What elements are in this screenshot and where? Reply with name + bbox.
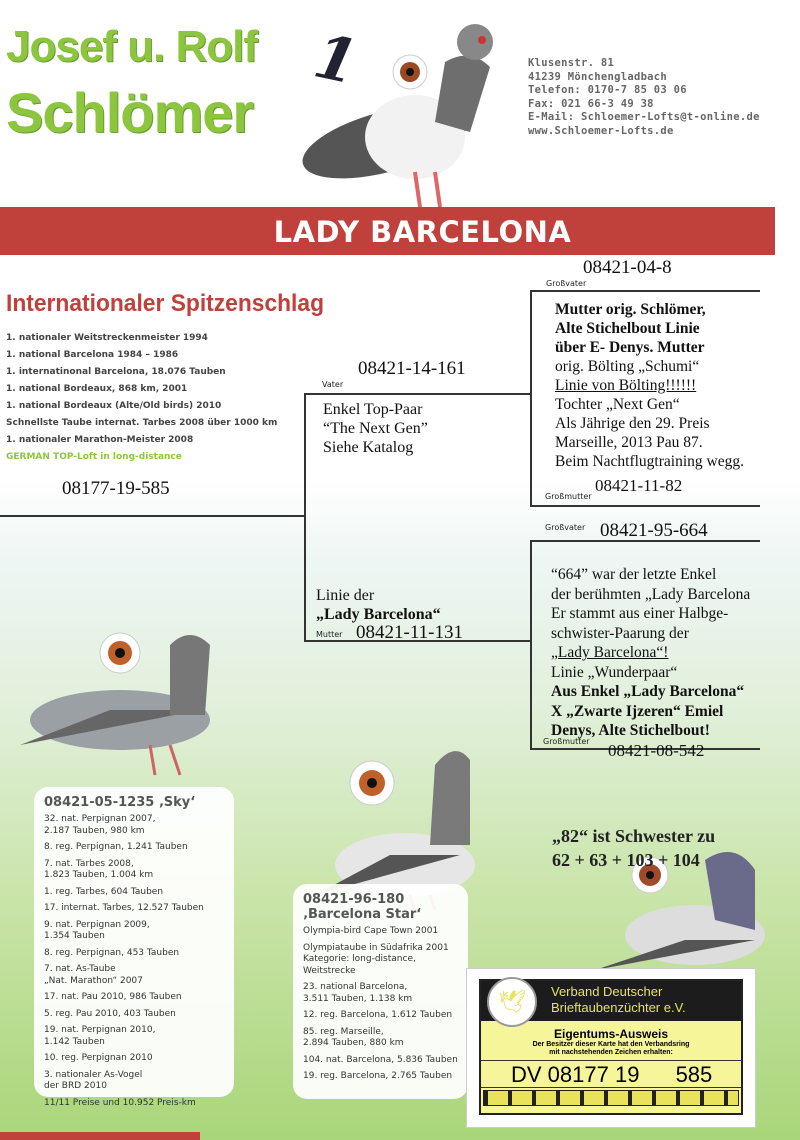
ring-pattern-strip <box>483 1090 739 1106</box>
result-item: 11/11 Preise und 10.952 Preis-km <box>44 1097 196 1108</box>
fm-note: über E- Denys. Mutter <box>555 339 705 356</box>
fm-notes <box>555 300 744 471</box>
achievements-list <box>6 330 277 466</box>
achievement-item: 1. internatinonal Barcelona, 18.076 Tauben <box>6 367 226 377</box>
ring-number: 585 <box>675 1062 713 1087</box>
pigeon-photo-sky <box>10 615 215 785</box>
father-notes <box>323 400 428 457</box>
pedigree-line-mother-parents <box>530 540 532 749</box>
father-label: Vater <box>322 380 344 389</box>
ff-ring: 08421-04-8 <box>583 257 672 278</box>
achievements-heading: Internationaler Spitzenschlag <box>6 290 324 317</box>
mm-note: “664” war der letzte Enkel <box>551 566 717 583</box>
result-item: 10. reg. Perpignan 2010 <box>44 1053 153 1063</box>
card-sky <box>34 787 234 1108</box>
achievement-item: 1. national Barcelona 1984 – 1986 <box>6 350 179 360</box>
fm-note: Marseille, 2013 Pau 87. <box>555 434 703 451</box>
result-item: Olympiataube in Südafrika 2001 Kategorie: long-distance, Weitstrecke <box>303 942 449 976</box>
mother-ring: 08421-11-131 <box>356 622 463 643</box>
mother-label: Mutter <box>316 630 343 639</box>
handwritten-mark: 1 <box>308 21 364 99</box>
achievement-item: 1. nationaler Weitstreckenmeister 1994 <box>6 333 208 343</box>
achievements-tagline: GERMAN TOP-Loft in long-distance <box>6 452 182 462</box>
mf-ring: 08421-95-664 <box>600 520 708 541</box>
mm-notes <box>551 565 750 741</box>
result-item: 3. nationaler As-Vogel der BRD 2010 <box>44 1069 143 1091</box>
achievement-item: Schnellste Taube internat. Tarbes 2008 über 1000 km <box>6 418 278 428</box>
mm-ring: 08421-08-542 <box>608 741 705 760</box>
pedigree-line-fm <box>530 505 760 507</box>
address-website[interactable]: www.Schloemer-Lofts.de <box>528 124 674 137</box>
mm-note: X „Zwarte Ijzeren“ Emiel <box>551 702 724 720</box>
fm-note: Als Jährige den 29. Preis <box>555 415 710 432</box>
mm-label: Großmutter <box>543 737 590 746</box>
ownership-card <box>466 968 756 1128</box>
result-item: 1. reg. Tarbes, 604 Tauben <box>44 886 164 897</box>
ring-number-row <box>481 1060 741 1088</box>
result-item: 5. reg. Pau 2010, 403 Tauben <box>44 1008 176 1019</box>
ownership-text <box>481 1041 741 1057</box>
address-fax: Fax: 021 66-3 49 38 <box>528 97 654 110</box>
mm-note: Denys, Alte Stichelbout! <box>551 722 710 739</box>
pedigree-line-subject <box>0 515 305 517</box>
result-item: 104. nat. Barcelona, 5.836 Tauben <box>303 1054 458 1065</box>
result-item: 19. nat. Perpignan 2010, 1.142 Tauben <box>44 1025 156 1047</box>
achievement-item: 1. national Bordeaux, 868 km, 2001 <box>6 384 188 394</box>
fm-note-underlined: Linie von Bölting!!!!!! <box>555 377 697 394</box>
achievement-item: 1. nationaler Marathon-Meister 2008 <box>6 435 194 445</box>
father-ring: 08421-14-161 <box>358 358 466 379</box>
fm-ring: 08421-11-82 <box>595 476 683 495</box>
sister-note <box>552 824 715 872</box>
mf-label: Großvater <box>545 523 586 532</box>
org-name-line2: Brieftaubenzüchter e.V. <box>551 1000 686 1015</box>
sister-note-line1: „82“ ist Schwester zu <box>552 826 716 846</box>
result-item: 7. nat. Tarbes 2008, 1.823 Tauben, 1.004 km <box>44 858 154 880</box>
card-barcelona-star <box>293 884 468 1099</box>
address-city: 41239 Mönchengladbach <box>528 70 668 83</box>
fm-note: Beim Nachtflugtraining wegg. <box>555 453 744 470</box>
pedigree-line-father-parents <box>530 290 532 506</box>
mm-note: schwister-Paarung der <box>551 624 689 642</box>
father-note: Siehe Katalog <box>323 439 414 456</box>
ownership-text-line1: Der Besitzer dieser Karte hat den Verbandsring <box>532 1041 690 1048</box>
mm-note: Linie „Wunderpaar“ <box>551 663 678 681</box>
ownership-text-line2: mit nachstehenden Zeichen erhalten: <box>549 1049 673 1056</box>
result-item: 19. reg. Barcelona, 2.765 Tauben <box>303 1071 453 1081</box>
breeder-name-line2: Schlömer <box>6 81 254 144</box>
card-sky-title: 08421-05-1235 ‚Sky‘ <box>44 795 196 810</box>
contact-address <box>528 57 760 138</box>
address-street: Klusenstr. 81 <box>528 57 615 69</box>
card-star-title: 08421-96-180 ‚Barcelona Star‘ <box>303 892 422 922</box>
result-item: 9. nat. Perpignan 2009, 1.354 Tauben <box>44 919 150 941</box>
mother-notes <box>316 586 441 624</box>
mm-note: Er stammt aus einer Halbge- <box>551 605 729 622</box>
sister-note-line2: 62 + 63 + 103 + 104 <box>552 850 700 870</box>
fm-note: Mutter orig. Schlömer, <box>555 301 706 318</box>
fm-label: Großmutter <box>545 492 592 501</box>
pedigree-line-father <box>304 393 531 395</box>
achievement-item: 1. national Bordeaux (Alte/Old birds) 2010 <box>6 401 222 411</box>
breeder-name-line1: Josef u. Rolf <box>6 22 258 71</box>
result-item: 32. nat. Perpignan 2007, 2.187 Tauben, 980 km <box>44 814 156 836</box>
father-note: “The Next Gen” <box>323 420 428 437</box>
mother-note-bold: „Lady Barcelona“ <box>316 606 441 623</box>
org-name-line1: Verband Deutscher <box>551 984 663 999</box>
result-item: 7. nat. As-Taube „Nat. Marathon“ 2007 <box>44 964 143 986</box>
result-item: 17. internat. Tarbes, 12.527 Tauben <box>44 903 204 913</box>
dove-emblem-icon: 🕊 <box>487 977 537 1027</box>
title-banner: LADY BARCELONA <box>0 207 775 255</box>
result-item: 12. reg. Barcelona, 1.612 Tauben <box>303 1010 453 1020</box>
result-item: 23. national Barcelona, 3.511 Tauben, 1.138 km <box>303 982 413 1004</box>
subject-ring: 08177-19-585 <box>62 478 170 499</box>
father-note: Enkel Top-Paar <box>323 401 423 418</box>
mother-note: Linie der <box>316 587 375 604</box>
result-item: Olympia-bird Cape Town 2001 <box>303 926 439 936</box>
result-item: 8. reg. Perpignan, 453 Tauben <box>44 947 180 958</box>
address-email[interactable]: E-Mail: Schloemer-Lofts@t-online.de <box>528 111 760 123</box>
ownership-title: Eigentums-Ausweis <box>553 1027 669 1041</box>
address-phone: Telefon: 0170-7 85 03 06 <box>528 84 687 96</box>
ff-label: Großvater <box>546 279 587 288</box>
pedigree-line-parents <box>304 393 306 641</box>
fm-note: Tochter „Next Gen“ <box>555 396 680 413</box>
result-item: 8. reg. Perpignan, 1.241 Tauben <box>44 842 188 852</box>
footer-red-bar <box>0 1132 200 1140</box>
mm-note-underlined: „Lady Barcelona“! <box>551 644 669 661</box>
mm-note: der berühmten „Lady Barcelona <box>551 585 751 603</box>
pigeon-photo-top <box>295 22 515 217</box>
result-item: 17. nat. Pau 2010, 986 Tauben <box>44 992 182 1002</box>
fm-note: Alte Stichelbout Linie <box>555 320 700 337</box>
pedigree-line-ff <box>530 290 760 292</box>
fm-note: orig. Bölting „Schumi“ <box>555 358 700 375</box>
ring-prefix: DV 08177 19 <box>511 1062 640 1087</box>
result-item: 85. reg. Marseille, 2.894 Tauben, 880 km <box>303 1026 404 1048</box>
mm-note: Aus Enkel „Lady Barcelona“ <box>551 683 745 700</box>
